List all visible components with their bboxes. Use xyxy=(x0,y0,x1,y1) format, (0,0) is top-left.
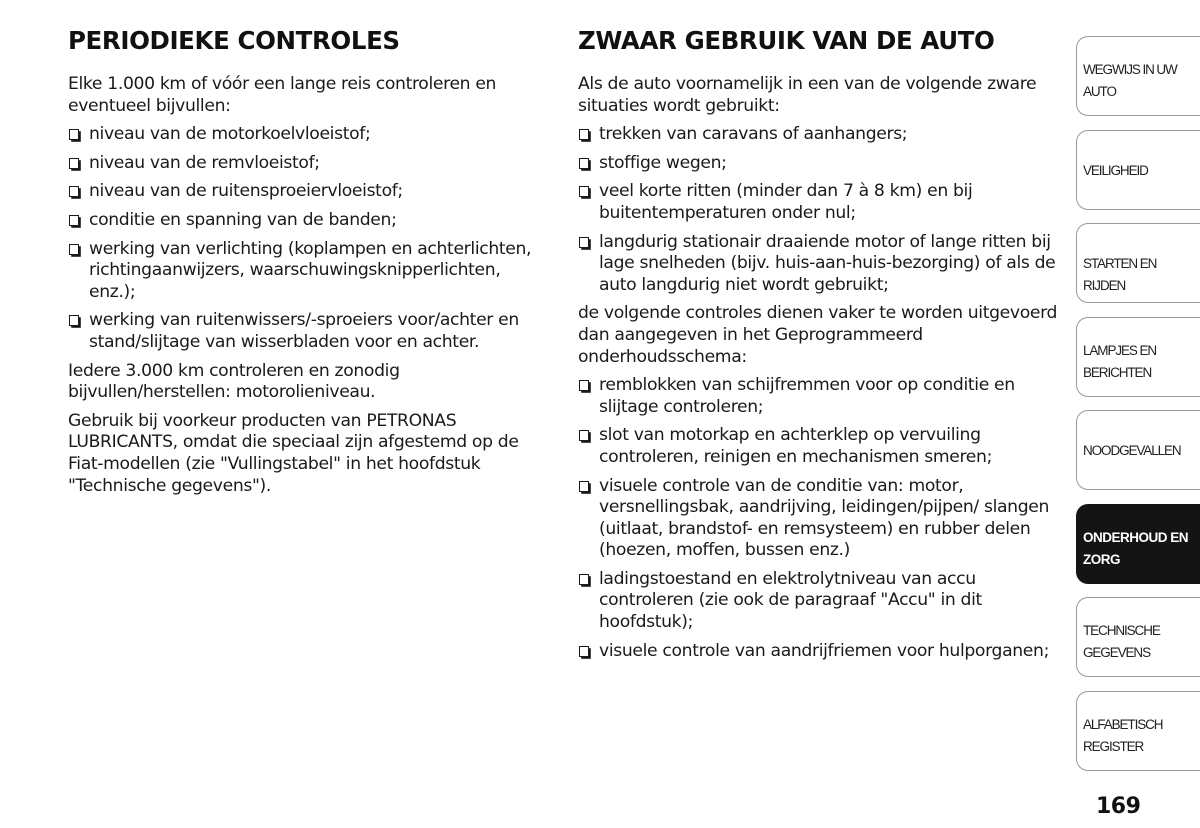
tab-noodgevallen[interactable] xyxy=(1076,410,1200,490)
section-title-zwaar-gebruik: ZWAAR GEBRUIK VAN DE AUTO xyxy=(578,26,995,55)
checkbox-square-icon xyxy=(579,158,589,169)
checklist-item xyxy=(68,239,548,304)
situation-item-text: langdurig stationair draaiende motor of lange ritten bij lage snelheden (bijv. huis-aan-huis-bezorging) of als de auto langdurig niet wordt gebruikt; xyxy=(599,231,1056,295)
checkbox-square-icon xyxy=(69,186,79,197)
checkbox-square-icon xyxy=(69,158,79,169)
checklist-item-text: werking van verlichting (koplampen en achterlichten, richtingaanwijzers, waarschuwingsknipperlichten, enz.); xyxy=(89,238,532,302)
tab-label: WEGWIJS IN UW AUTO xyxy=(1083,62,1177,99)
checkbox-square-icon xyxy=(69,315,79,326)
check-item xyxy=(578,476,1058,562)
tab-label: ALFABETISCH REGISTER xyxy=(1083,716,1163,754)
checkbox-square-icon xyxy=(579,430,589,441)
intro-paragraph: Elke 1.000 km of vóór een lange reis controleren en eventueel bijvullen: xyxy=(68,74,497,116)
checkbox-square-icon xyxy=(579,574,589,585)
checkbox-square-icon xyxy=(69,244,79,255)
tab-label: VEILIGHEID xyxy=(1083,162,1148,178)
tab-onderhoud-en-zorg[interactable] xyxy=(1076,504,1200,584)
tab-lampjes-en-berichten[interactable] xyxy=(1076,317,1200,397)
situation-item xyxy=(578,232,1058,297)
check-item-text: ladingstoestand en elektrolytniveau van accu controleren (zie ook de paragraaf "Accu" in dit hoofdstuk); xyxy=(599,568,982,633)
checkbox-square-icon xyxy=(69,215,79,226)
check-item-text: slot van motorkap en achterklep op vervuiling controleren, reinigen en mechanismen smeren; xyxy=(599,425,993,467)
checklist-item-text: niveau van de motorkoelvloeistof; xyxy=(89,124,371,145)
checklist-item-text: niveau van de ruitensproeiervloeistof; xyxy=(89,181,403,202)
tab-wegwijs-in-uw-auto[interactable] xyxy=(1076,36,1200,116)
tab-label: ONDERHOUD EN ZORG xyxy=(1083,529,1189,567)
check-item-text: visuele controle van de conditie van: motor, versnellingsbak, aandrijving, leidingen/pijpen/ slangen (uitlaat, brandstof- en remsysteem) en rubber delen (hoezen, moffen, bussen enz.) xyxy=(599,475,1050,561)
situation-item xyxy=(578,124,1058,146)
middle-paragraph: de volgende controles dienen vaker te worden uitgevoerd dan aangegeven in het Geprogrammeerd onderhoudsschema: xyxy=(578,303,1058,367)
situation-item-text: trekken van caravans of aanhangers; xyxy=(599,124,908,145)
check-item xyxy=(578,641,1058,663)
right-column xyxy=(578,26,1058,669)
tab-technische-gegevens[interactable] xyxy=(1076,597,1200,677)
checkbox-square-icon xyxy=(579,129,589,140)
tab-label: NOODGEVALLEN xyxy=(1083,443,1181,458)
intro-paragraph: Als de auto voornamelijk in een van de volgende zware situaties wordt gebruikt: xyxy=(578,74,1037,116)
checkbox-square-icon xyxy=(579,646,589,657)
checkbox-square-icon xyxy=(69,129,79,140)
tab-label: LAMPJES EN BERICHTEN xyxy=(1083,342,1157,380)
left-column xyxy=(68,26,548,504)
situation-item xyxy=(578,153,1058,175)
checkbox-square-icon xyxy=(579,186,589,197)
check-item xyxy=(578,569,1058,634)
tab-veiligheid[interactable] xyxy=(1076,130,1200,210)
paragraph-3000-km: Iedere 3.000 km controleren en zonodig bijvullen/herstellen: motorolieniveau. xyxy=(68,360,400,403)
paragraph-petronas: Gebruik bij voorkeur producten van PETRONAS LUBRICANTS, omdat die speciaal zijn afgestemd op de Fiat-modellen (zie "Vullingstabel" in het hoofdstuk "Technische gegevens"). xyxy=(68,410,519,496)
checklist-item-text: niveau van de remvloeistof; xyxy=(89,152,320,173)
checkbox-square-icon xyxy=(579,237,589,248)
situation-item xyxy=(578,181,1058,224)
tab-starten-en-rijden[interactable] xyxy=(1076,223,1200,303)
checkbox-square-icon xyxy=(579,380,589,391)
checkbox-square-icon xyxy=(579,481,589,492)
checklist-item xyxy=(68,181,548,203)
checklist-item xyxy=(68,310,548,353)
tab-label: STARTEN EN RIJDEN xyxy=(1083,256,1157,293)
page-number: 169 xyxy=(1096,794,1141,819)
check-item xyxy=(578,375,1058,418)
checklist-item xyxy=(68,153,548,175)
checklist-item xyxy=(68,210,548,232)
check-item-text: visuele controle van aandrijfriemen voor hulporganen; xyxy=(599,640,1050,661)
check-item xyxy=(578,425,1058,468)
section-title-periodieke-controles: PERIODIEKE CONTROLES xyxy=(68,26,400,55)
tab-label: TECHNISCHE GEGEVENS xyxy=(1083,623,1160,660)
checklist-item-text: conditie en spanning van de banden; xyxy=(89,209,397,230)
situation-item-text: veel korte ritten (minder dan 7 à 8 km) en bij buitentemperaturen onder nul; xyxy=(599,181,973,223)
chapter-tabs xyxy=(1076,36,1200,784)
checklist-item-text: werking van ruitenwissers/-sproeiers voor/achter en stand/slijtage van wisserbladen voor en achter. xyxy=(89,310,519,352)
tab-alfabetisch-register[interactable] xyxy=(1076,691,1200,771)
checklist-item xyxy=(68,124,548,146)
situation-item-text: stoffige wegen; xyxy=(599,152,727,173)
check-item-text: remblokken van schijfremmen voor op conditie en slijtage controleren; xyxy=(599,375,1015,417)
